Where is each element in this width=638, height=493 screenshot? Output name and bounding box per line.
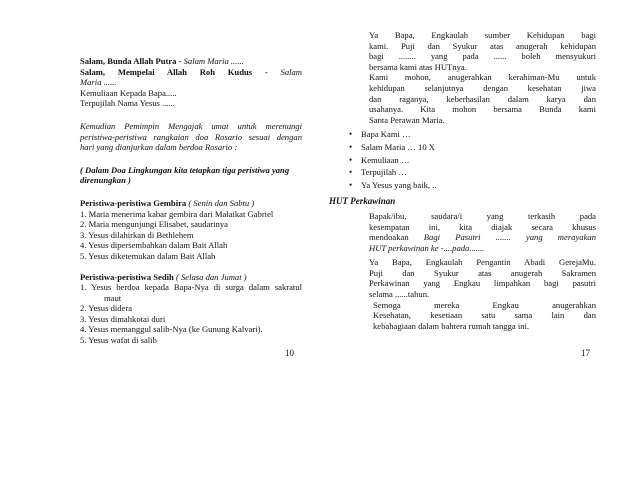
praise-line: Kemuliaan Kepada Bapa.....	[80, 87, 177, 98]
instruction-line: hari yang dianjurkan dalam berdoa Rosario :	[80, 142, 238, 153]
prayer-line: Puji dan Syukur atas anugerah Sakramen	[369, 267, 596, 278]
sorrowful-item: 1. Yesus berdoa kepada Bapa-Nya di surga dalam sakratul	[80, 282, 302, 293]
intro-line: Bapak/ibu, saudara/i yang terkasih pada	[369, 210, 596, 221]
birthday-prayer	[341, 30, 596, 125]
instruction-line: peristiwa-peristiwa rangkaian doa Rosario sesuai dengan	[80, 131, 302, 142]
joyful-item: 4. Yesus dipersembahkan dalam Bait Allah	[80, 240, 228, 251]
note-block	[80, 165, 302, 186]
prayer-line: Santa Perawan Maria.	[369, 114, 445, 125]
prayer-line: Kesehatan, kesetiaan satu sama lain dan	[373, 310, 596, 321]
sorrowful-mysteries	[80, 272, 302, 346]
hut-perkawinan-heading: HUT Perkawinan	[329, 196, 396, 207]
right-page	[319, 0, 638, 493]
bullet-item: • Ya Yesus yang baik, ..	[341, 180, 596, 191]
prayer-line: kehidupan selanjutnya dengan kesehatan jiwa	[369, 82, 596, 93]
sorrowful-item: 5. Yesus wafat di salib	[80, 335, 157, 346]
joyful-item: 5. Yesus diketemukan dalam Bait Allah	[80, 250, 216, 261]
prayer-line: Kami mohon, anugerahkan kerahiman-Mu untuk	[369, 72, 596, 83]
anniversary-prayer	[341, 257, 596, 331]
prayer-line: Ya Bapa, Engkaulah Pengantin Abadi GerejaMu.	[369, 257, 596, 268]
prayer-line: Ya Bapa, Engkaulah sumber Kehidupan bagi	[369, 30, 596, 40]
doxology-line: Salam, Mempelai Allah Roh Kudus - Salam	[80, 66, 302, 77]
prayer-line: bersama kami atas HUTnya.	[369, 61, 467, 72]
intro-line: HUT perkawinan ke -....pada.......	[369, 242, 485, 253]
prayer-line: Semoga mereka Engkau anugerahkan	[373, 299, 596, 310]
instruction-line: Kemudian Pemimpin Mengajak umat untuk merenungi	[80, 120, 302, 131]
sorrowful-item: maut	[104, 292, 122, 303]
joyful-item: 3. Yesus dilahirkan di Bethlehem	[80, 229, 194, 240]
joyful-item: 2. Maria mengunjungi Elisabet, saudarinya	[80, 219, 228, 230]
prayer-line: usahanya. Kita mohon bersama Bunda kami	[369, 104, 596, 115]
joyful-mysteries	[80, 198, 302, 262]
doxology-line: Maria ......	[80, 77, 117, 88]
prayer-line: kebahagiaan dalam bahtera rumah tangga ini.	[373, 320, 530, 331]
doxology-line: Salam, Bunda Allah Putra - Salam Maria ......	[80, 56, 244, 66]
intro-line: kesempatan ini, kita diajak secara khusus	[369, 221, 596, 232]
page-number: 17	[581, 348, 590, 358]
prayer-line: selama ......tahun.	[369, 289, 430, 300]
note-line: ( Dalam Doa Lingkungan kita tetapkan tiga peristiwa yang	[80, 164, 290, 175]
doxology-block	[80, 56, 302, 109]
hut-intro	[341, 211, 596, 253]
bullet-item: • Bapa Kami …	[341, 129, 596, 140]
left-page-content	[80, 56, 302, 354]
note-line: direnungkan )	[80, 175, 131, 186]
sorrowful-title: Peristiwa-peristiwa Sedih ( Selasa dan Jumat )	[80, 271, 247, 282]
right-page-content	[329, 30, 596, 331]
prayer-line: kami. Puji dan Syukur atas anugerah kehidupan	[369, 40, 596, 51]
intro-line: mendoakan Bagi Pasutri ....... yang merayakan	[369, 232, 596, 243]
prayer-line: bagi ........ yang pada ...... boleh mensyukuri	[369, 51, 596, 62]
praise-line: Terpujilah Nama Yesus ......	[80, 98, 175, 109]
prayer-line: Perkawinan yang Engkau limpahkan bagi pasutri	[369, 278, 596, 289]
bullet-item: • Terpujilah …	[341, 167, 596, 178]
joyful-title: Peristiwa-peristiwa Gembira ( Senin dan Sabtu )	[80, 197, 255, 208]
joyful-item: 1. Maria menerima kabar gembira dari Malaikat Gabriel	[80, 208, 274, 219]
sorrowful-item: 3. Yesus dimahkotai duri	[80, 313, 166, 324]
prayer-line: dan raganya, keberhasilan dalam karya dan	[369, 93, 596, 104]
bullet-item: • Salam Maria … 10 X	[341, 142, 596, 153]
sorrowful-item: 4. Yesus memanggul salib-Nya (ke Gunung Kalvari).	[80, 324, 263, 335]
sorrowful-item: 2. Yesus didera	[80, 303, 133, 314]
page-number: 10	[285, 348, 294, 358]
instruction-block	[80, 121, 302, 153]
prayer-bullet-list	[341, 129, 596, 190]
bullet-item: • Kemuliaan …	[341, 155, 596, 166]
